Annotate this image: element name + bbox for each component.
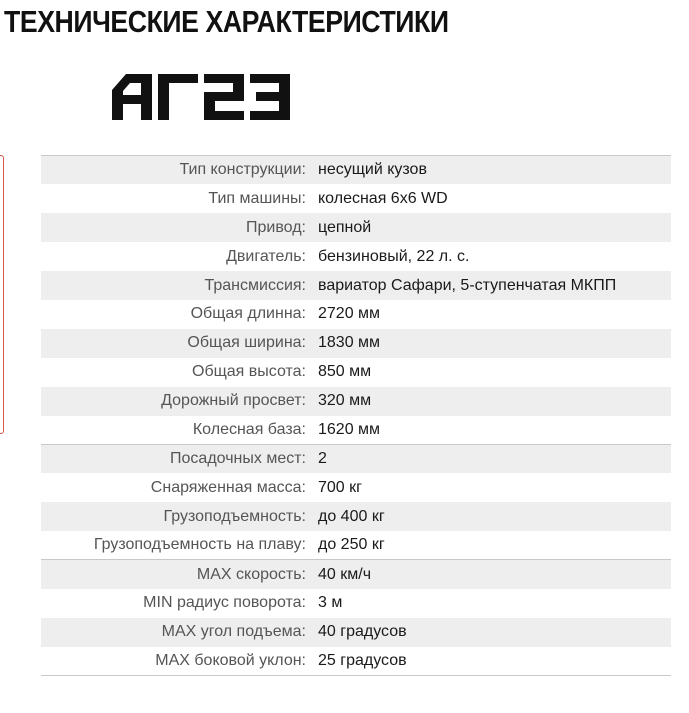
spec-label: MAX угол подъема: (161, 623, 306, 641)
spec-label: Общая ширина: (187, 334, 306, 352)
spec-value: до 250 кг (318, 536, 385, 554)
spec-label: Снаряженная масса: (150, 478, 306, 496)
spec-label: Общая длинна: (190, 305, 306, 323)
spec-value: 2 (318, 444, 671, 473)
spec-label: Трансмиссия: (204, 276, 306, 294)
spec-row (41, 560, 671, 589)
spec-value: 40 градусов (318, 623, 407, 641)
spec-row (41, 300, 671, 329)
spec-label: MAX скорость: (41, 560, 318, 589)
spec-label: Грузоподъемность: (163, 507, 306, 525)
spec-row (41, 358, 671, 387)
spec-row (41, 213, 671, 242)
spec-value: 700 кг (318, 478, 362, 496)
spec-value: бензиновый, 22 л. с. (318, 247, 470, 265)
spec-label: Двигатель: (226, 247, 306, 265)
spec-label: Посадочных мест: (41, 444, 318, 473)
spec-value: до 400 кг (318, 507, 385, 525)
spec-row (41, 416, 671, 445)
spec-row (41, 531, 671, 560)
spec-label: Привод: (246, 218, 306, 236)
spec-row (41, 647, 671, 676)
spec-value: цепной (318, 218, 372, 236)
side-panel-edge (0, 155, 4, 434)
spec-row (41, 184, 671, 213)
spec-row (41, 329, 671, 358)
spec-row (41, 387, 671, 416)
spec-value: 1830 мм (318, 334, 381, 352)
spec-label: Дорожный просвет: (161, 392, 306, 410)
spec-value: несущий кузов (318, 156, 671, 185)
spec-label: Тип машины: (208, 189, 306, 207)
spec-value: вариатор Сафари, 5-ступенчатая МКПП (318, 276, 617, 294)
spec-value: 1620 мм (318, 420, 381, 438)
spec-label: Общая высота: (192, 363, 306, 381)
spec-row (41, 271, 671, 300)
spec-value: 25 градусов (318, 647, 671, 676)
ag23-logo (112, 74, 292, 125)
spec-row (41, 242, 671, 271)
spec-row (41, 444, 671, 473)
spec-value: 40 км/ч (318, 560, 671, 589)
spec-label: MIN радиус поворота: (143, 594, 306, 612)
spec-value: колесная 6х6 WD (318, 189, 448, 207)
spec-row (41, 473, 671, 502)
spec-row (41, 618, 671, 647)
spec-label: Колесная база: (192, 420, 306, 438)
spec-value: 850 мм (318, 363, 372, 381)
page-title: ТЕХНИЧЕСКИЕ ХАРАКТЕРИСТИКИ (4, 4, 449, 39)
spec-label: Тип конструкции: (41, 156, 318, 185)
spec-label: Грузоподъемность на плаву: (93, 536, 306, 554)
spec-value: 320 мм (318, 392, 372, 410)
spec-row (41, 156, 671, 185)
spec-value: 3 м (318, 594, 343, 612)
specs-table (41, 155, 671, 676)
spec-row (41, 502, 671, 531)
spec-row (41, 589, 671, 618)
spec-value: 2720 мм (318, 305, 381, 323)
spec-label: MAX боковой уклон: (41, 647, 318, 676)
